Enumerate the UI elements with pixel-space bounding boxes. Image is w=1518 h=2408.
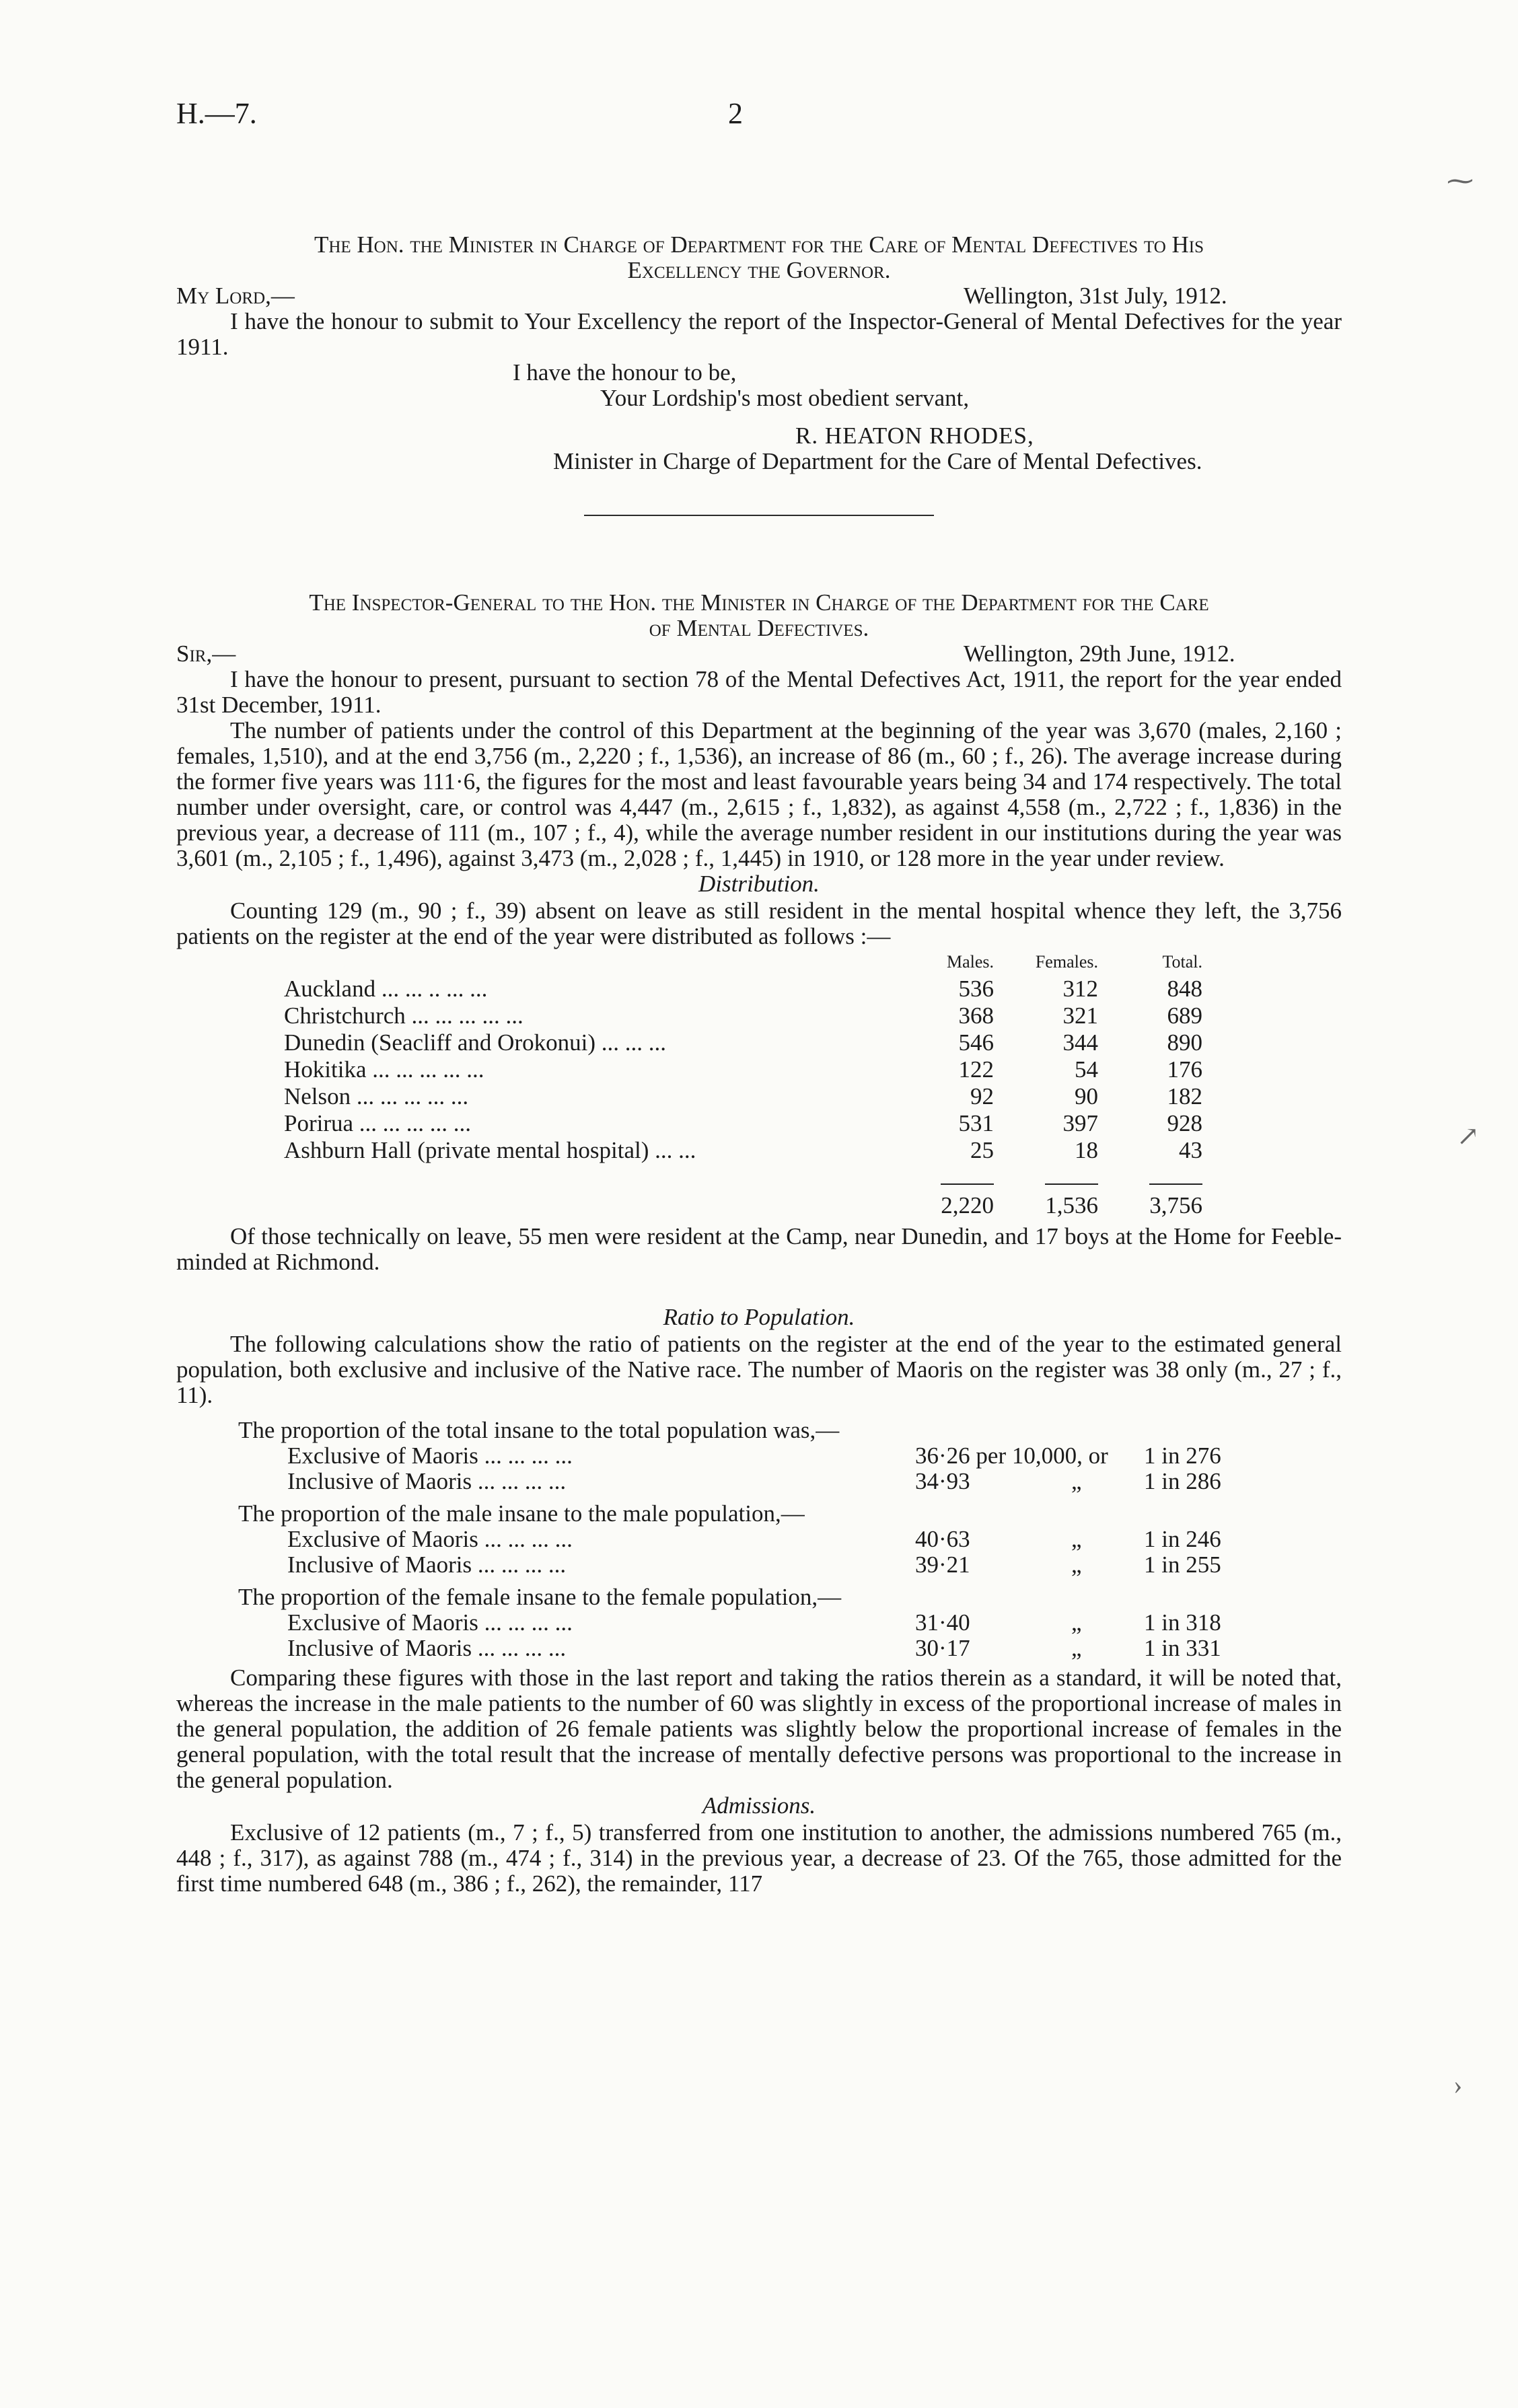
institution-name: Auckland ... ... .. ... ...	[284, 976, 488, 1002]
total-females-cell	[994, 1163, 1098, 1218]
males-cell: 92	[970, 1083, 994, 1109]
salutation: My Lord,—	[176, 283, 295, 309]
page-content	[176, 232, 1342, 1897]
ratio-one-in: 1 in 286	[1144, 1468, 1221, 1494]
ratio-group-male	[176, 1501, 1342, 1578]
distribution-section	[176, 871, 1342, 1275]
distribution-intro: Counting 129 (m., 90 ; f., 39) absent on leave as still resident in the mental hospital whence they left, the 3,756 patients on the register at the end of the year were distributed as follows :—	[176, 898, 1342, 949]
ratio-group-title: The proportion of the male insane to the male population,—	[238, 1500, 805, 1527]
ratio-row	[176, 1469, 1342, 1494]
institution-name: Hokitika ... ... ... ... ...	[284, 1056, 484, 1083]
margin-mark: ⁓	[1447, 166, 1474, 196]
ditto-mark: „	[1071, 1552, 1082, 1578]
totals-blank	[284, 1163, 890, 1218]
letter-title-cont: Excellency the Governor.	[627, 257, 891, 283]
page-header	[176, 97, 1342, 141]
column-header: Males.	[946, 952, 994, 972]
place-date: Wellington, 31st July, 1912.	[964, 283, 1227, 309]
total-cell: 182	[1167, 1083, 1202, 1109]
ratio-one-in: 1 in 331	[1144, 1635, 1221, 1661]
column-header: Females.	[1035, 952, 1098, 972]
ditto-mark: „	[1071, 1635, 1082, 1661]
ratio-intro: The following calculations show the ratio of patients on the register at the end of the year to the estimated general population, both exclusive and inclusive of the Native race. The number of Maoris on the register was 38 only (m., 27 ; f., 11).	[176, 1331, 1342, 1408]
ratio-label: Exclusive of Maoris ... ... ... ...	[287, 1526, 573, 1552]
total-cell: 176	[1167, 1056, 1202, 1083]
section-heading: Distribution.	[698, 871, 820, 897]
table-row	[284, 975, 1202, 1002]
females-cell: 18	[1075, 1137, 1098, 1163]
ratio-row	[176, 1636, 1342, 1661]
table-row	[284, 1056, 1202, 1083]
letter-title: The Hon. the Minister in Charge of Department for the Care of Mental Defectives to His	[314, 231, 1204, 258]
grand-total-cell	[1098, 1163, 1202, 1218]
table-row	[284, 1109, 1202, 1136]
report-paragraph: The number of patients under the control of this Department at the beginning of the year was 3,670 (males, 2,160 ; females, 1,510), and at the end 3,756 (m., 2,220 ; f., 1,536), an increase of 86 (m., 60 ; f., 26). The average increase during the former five years was 111·6, the figures for the most and least favourable years being 34 and 174 respectively. The total number under oversight, care, or control was 4,447 (m., 2,615 ; f., 1,832), as against 4,558 (m., 2,722 ; f., 1,836) in the previous year, a decrease of 111 (m., 107 ; f., 4), while the average number resident in our institutions during the year was 3,601 (m., 2,105 ; f., 1,496), against 3,473 (m., 2,028 ; f., 1,445) in 1910, or 128 more in the year under review.	[176, 717, 1342, 871]
ratio-value: 39·21	[915, 1552, 970, 1578]
report-paragraph: I have the honour to present, pursuant to section 78 of the Mental Defectives Act, 1911, the report for the year ended 31st December, 1911.	[176, 666, 1342, 718]
ratio-one-in: 1 in 255	[1144, 1552, 1221, 1578]
signature: R. HEATON RHODES,	[795, 423, 1034, 449]
margin-mark: ↗	[1457, 1121, 1480, 1151]
males-cell: 122	[958, 1056, 994, 1083]
ratio-group-title: The proportion of the female insane to the female population,—	[238, 1584, 842, 1610]
institution-name: Porirua ... ... ... ... ...	[284, 1110, 472, 1136]
signature-title: Minister in Charge of Department for the Care of Mental Defectives.	[553, 448, 1202, 474]
closing-row	[176, 360, 1342, 386]
females-cell: 397	[1062, 1110, 1098, 1136]
report-title: The Inspector-General to the Hon. the Minister in Charge of the Department for the Care	[309, 589, 1209, 616]
ratio-row	[176, 1443, 1342, 1469]
total-cell: 43	[1179, 1137, 1202, 1163]
distribution-note: Of those technically on leave, 55 men were resident at the Camp, near Dunedin, and 17 boys at the Home for Feeble-minded at Richmond.	[176, 1223, 1342, 1275]
minister-letter	[176, 232, 1342, 474]
females-cell: 321	[1062, 1002, 1098, 1029]
ratio-row	[176, 1552, 1342, 1578]
column-header: Total.	[1162, 952, 1202, 972]
males-cell: 25	[970, 1137, 994, 1163]
females-cell: 54	[1075, 1056, 1098, 1083]
males-cell: 536	[958, 976, 994, 1002]
total-cell: 890	[1167, 1029, 1202, 1056]
females-cell: 312	[1062, 976, 1098, 1002]
signature-title-row	[176, 449, 1342, 474]
admissions-section	[176, 1793, 1342, 1897]
margin-mark: ›	[1453, 2070, 1463, 2100]
ratio-one-in: 1 in 318	[1144, 1609, 1221, 1636]
section-heading: Ratio to Population.	[663, 1304, 855, 1330]
salutation-row	[176, 283, 1342, 309]
table-row	[284, 1083, 1202, 1109]
closing-line: Your Lordship's most obedient servant,	[600, 385, 970, 411]
total-females: 1,536	[1045, 1183, 1098, 1218]
institution-name: Christchurch ... ... ... ... ...	[284, 1002, 523, 1029]
distribution-table	[284, 949, 1202, 1218]
males-cell: 368	[958, 1002, 994, 1029]
table-header-blank	[284, 949, 890, 975]
ratio-row	[176, 1527, 1342, 1552]
salutation-row	[176, 641, 1342, 667]
table-row	[284, 1029, 1202, 1056]
ratio-label: Inclusive of Maoris ... ... ... ...	[287, 1468, 567, 1494]
total-cell: 928	[1167, 1110, 1202, 1136]
ditto-mark: „	[1071, 1609, 1082, 1636]
admissions-paragraph: Exclusive of 12 patients (m., 7 ; f., 5) transferred from one institution to another, the admissions numbered 765 (m., 448 ; f., 317), as against 788 (m., 474 ; f., 314) in the previous year, a decrease of 23. Of the 765, those admitted for the first time numbered 648 (m., 386 ; f., 262), the remainder, 117	[176, 1819, 1342, 1897]
females-cell: 344	[1062, 1029, 1098, 1056]
ratio-group-total	[176, 1418, 1342, 1494]
ratio-value: 34·93	[915, 1468, 970, 1494]
salutation: Sir,—	[176, 641, 236, 667]
total-males: 2,220	[941, 1183, 994, 1218]
table-row	[284, 1002, 1202, 1029]
table-header-row	[284, 949, 1202, 975]
signature-row	[176, 423, 1342, 449]
ditto-mark: „	[1071, 1526, 1082, 1552]
ratio-label: Inclusive of Maoris ... ... ... ...	[287, 1635, 567, 1661]
section-divider	[584, 515, 934, 516]
ratio-value: 30·17	[915, 1635, 970, 1661]
totals-row	[284, 1163, 1202, 1218]
ratio-value: 31·40	[915, 1609, 970, 1636]
ratio-value: 36·26 per 10,000, or	[915, 1443, 1108, 1469]
ditto-mark: „	[1071, 1468, 1082, 1494]
ratio-label: Exclusive of Maoris ... ... ... ...	[287, 1443, 573, 1469]
section-heading: Admissions.	[702, 1792, 816, 1819]
institution-name: Dunedin (Seacliff and Orokonui) ... ... ...	[284, 1029, 666, 1056]
grand-total: 3,756	[1149, 1183, 1202, 1218]
ratio-label: Inclusive of Maoris ... ... ... ...	[287, 1552, 567, 1578]
total-cell: 848	[1167, 976, 1202, 1002]
ratio-comparison: Comparing these figures with those in the last report and taking the ratios therein as a standard, it will be noted that, whereas the increase in the male patients to the number of 60 was slightly in excess of the proportional increase of males in the general population, the addition of 26 female patients was slightly below the proportional increase of females in the general population, with the total result that the increase of mentally defective persons was proportional to the increase in the general population.	[176, 1665, 1342, 1793]
closing-line: I have the honour to be,	[513, 359, 737, 386]
letter-body: I have the honour to submit to Your Excellency the report of the Inspector-General of Mental Defectives for the year 1911.	[176, 308, 1342, 360]
report-title-cont: of Mental Defectives.	[649, 615, 869, 641]
ratio-row	[176, 1610, 1342, 1636]
males-cell: 546	[958, 1029, 994, 1056]
ratio-group-title: The proportion of the total insane to the total population was,—	[238, 1417, 840, 1443]
page-number: 2	[728, 97, 743, 130]
ratio-group-female	[176, 1584, 1342, 1661]
institution-name: Ashburn Hall (private mental hospital) ... ...	[284, 1137, 696, 1163]
institution-name: Nelson ... ... ... ... ...	[284, 1083, 469, 1109]
total-cell: 689	[1167, 1002, 1202, 1029]
ratio-one-in: 1 in 246	[1144, 1526, 1221, 1552]
males-cell: 531	[958, 1110, 994, 1136]
table-row	[284, 1136, 1202, 1163]
ratio-one-in: 1 in 276	[1144, 1443, 1221, 1469]
closing-row	[176, 386, 1342, 411]
inspector-report	[176, 590, 1342, 871]
total-males-cell	[890, 1163, 994, 1218]
ratio-value: 40·63	[915, 1526, 970, 1552]
females-cell: 90	[1075, 1083, 1098, 1109]
ratio-section	[176, 1305, 1342, 1793]
ratio-label: Exclusive of Maoris ... ... ... ...	[287, 1609, 573, 1636]
place-date: Wellington, 29th June, 1912.	[964, 641, 1235, 667]
document-id: H.—7.	[176, 97, 257, 130]
